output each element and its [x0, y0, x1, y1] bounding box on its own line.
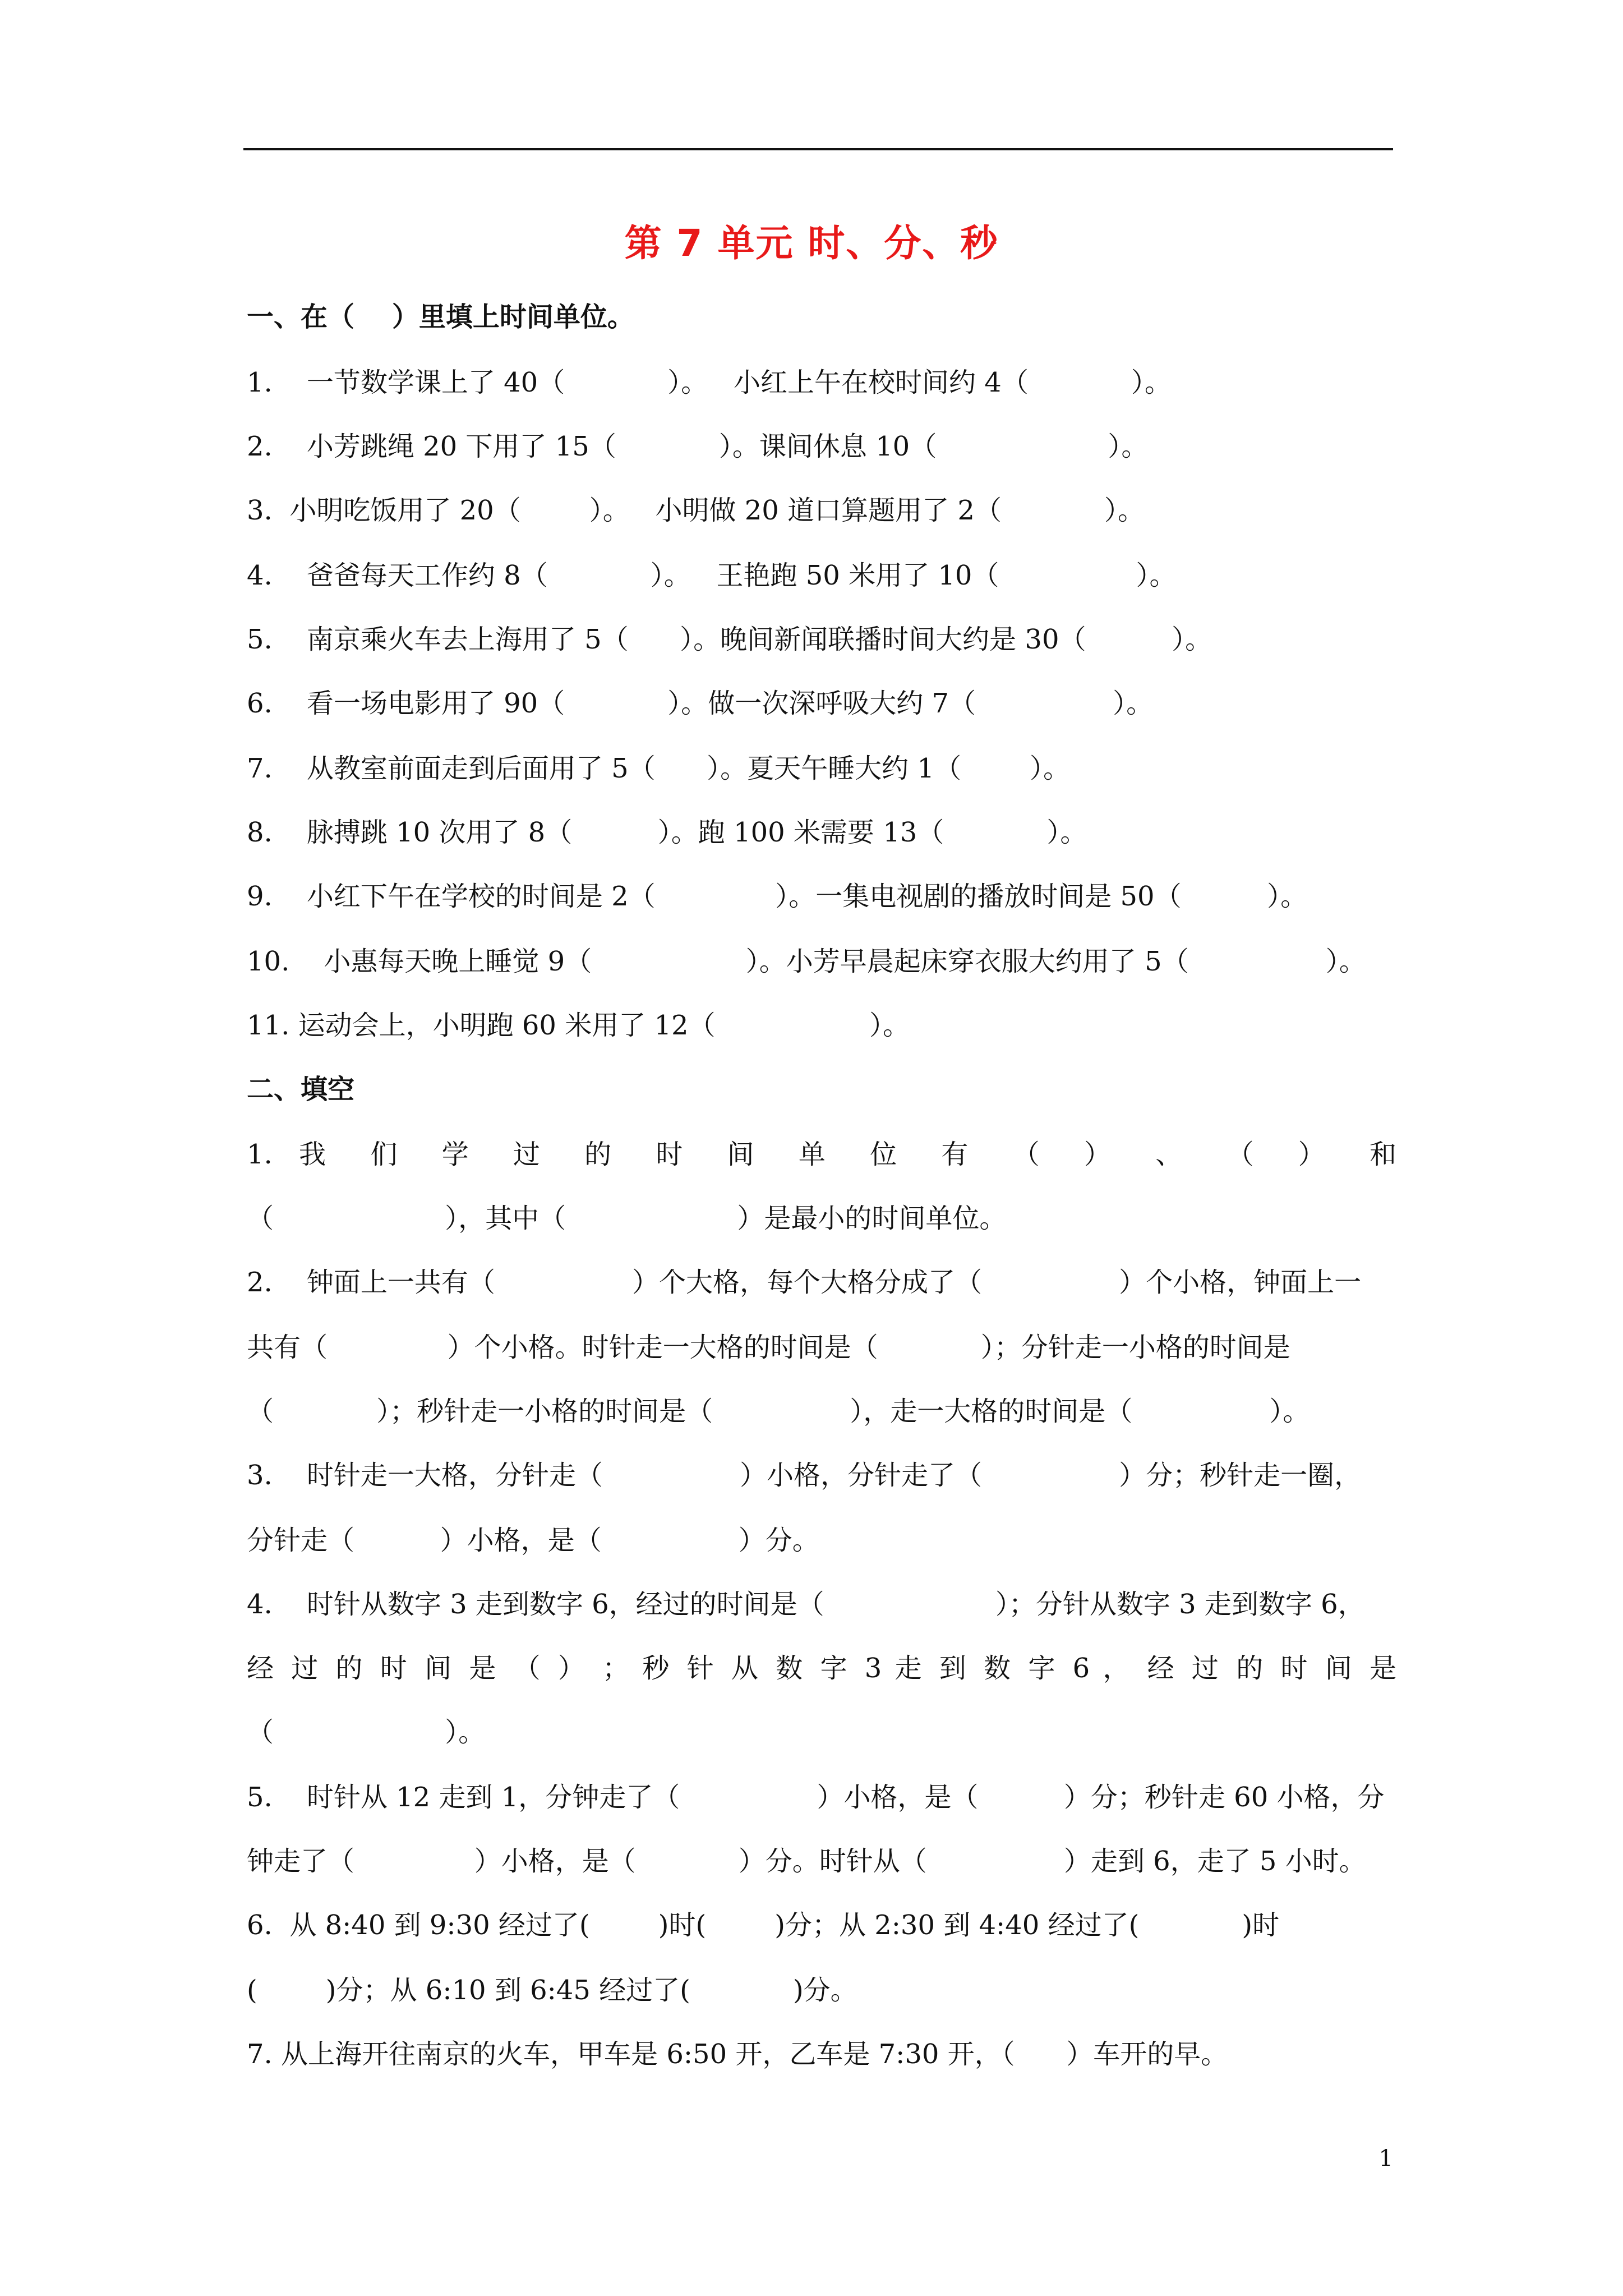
question-1-1: 1. 一节数学课上了 40（ ）。 小红上午在校时间约 4（ ）。 — [247, 367, 1172, 398]
page-number: 1 — [1378, 2146, 1393, 2171]
question-1-11: 11. 运动会上，小明跑 60 米用了 12（ ）。 — [247, 1010, 910, 1041]
question-2-4-line-2: 经 过 的 时 间 是 （ ） ； 秒 针 从 数 字 3 走 到 数 字 6 ， 经 过 的 时 间 是 — [247, 1653, 1396, 1684]
question-1-7: 7. 从教室前面走到后面用了 5（ ）。夏天午睡大约 1（ ）。 — [247, 753, 1071, 784]
question-2-7: 7. 从上海开往南京的火车，甲车是 6:50 开，乙车是 7:30 开，（ ）车开的早。 — [247, 2039, 1228, 2070]
question-2-6-line-1: 6. 从 8:40 到 9:30 经过了( )时( )分；从 2:30 到 4:40 经过了( )时 — [247, 1910, 1280, 1941]
question-1-2: 2. 小芳跳绳 20 下用了 15（ ）。课间休息 10（ ）。 — [247, 431, 1149, 462]
question-2-4-line-1: 4. 时针从数字 3 走到数字 6，经过的时间是（ ）；分针从数字 3 走到数字 6， — [247, 1589, 1365, 1620]
question-2-3-line-2: 分针走（ ）小格，是（ ）分。 — [247, 1525, 819, 1556]
header-rule — [243, 148, 1393, 150]
section-1-heading: 一、在（ ）里填上时间单位。 — [247, 301, 634, 333]
question-2-5-line-1: 5. 时针从 12 走到 1，分钟走了（ ）小格，是（ ）分；秒针走 60 小格，分 — [247, 1782, 1385, 1813]
question-1-6: 6. 看一场电影用了 90（ ）。做一次深呼吸大约 7（ ）。 — [247, 688, 1154, 719]
question-2-3-line-1: 3. 时针走一大格，分针走（ ）小格，分针走了（ ）分；秒针走一圈， — [247, 1460, 1362, 1491]
page-title: 第 7 单元 时、分、秒 — [624, 222, 999, 265]
question-1-10: 10. 小惠每天晚上睡觉 9（ ）。小芳早晨起床穿衣服大约用了 5（ ）。 — [247, 946, 1366, 977]
question-2-4-line-3: （ ）。 — [247, 1717, 486, 1748]
question-2-2-line-3: （ ）；秒针走一小格的时间是（ ），走一大格的时间是（ ）。 — [247, 1396, 1310, 1427]
question-1-8: 8. 脉搏跳 10 次用了 8（ ）。跑 100 米需要 13（ ）。 — [247, 817, 1087, 848]
question-2-2-line-1: 2. 钟面上一共有（ ）个大格，每个大格分成了（ ）个小格，钟面上一 — [247, 1267, 1362, 1298]
question-1-5: 5. 南京乘火车去上海用了 5（ ）。晚间新闻联播时间大约是 30（ ）。 — [247, 624, 1212, 655]
question-1-4: 4. 爸爸每天工作约 8（ ）。 王艳跑 50 米用了 10（ ）。 — [247, 560, 1177, 591]
question-2-5-line-2: 钟走了（ ）小格，是（ ）分。时针从（ ）走到 6，走了 5 小时。 — [247, 1846, 1366, 1877]
question-2-2-line-2: 共有（ ）个小格。时针走一大格的时间是（ ）；分针走一小格的时间是 — [247, 1332, 1290, 1363]
question-1-9: 9. 小红下午在学校的时间是 2（ ）。一集电视剧的播放时间是 50（ ）。 — [247, 881, 1308, 912]
question-2-1-line-2: （ ），其中（ ）是最小的时间单位。 — [247, 1203, 1007, 1234]
section-2-heading: 二、填空 — [247, 1074, 355, 1105]
question-2-6-line-2: ( )分；从 6:10 到 6:45 经过了( )分。 — [247, 1975, 857, 2006]
question-2-1-line-1: 1. 我 们 学 过 的 时 间 单 位 有 （ ） 、 （ ） 和 — [247, 1139, 1396, 1170]
question-1-3: 3. 小明吃饭用了 20（ ）。 小明做 20 道口算题用了 2（ ）。 — [247, 495, 1145, 526]
